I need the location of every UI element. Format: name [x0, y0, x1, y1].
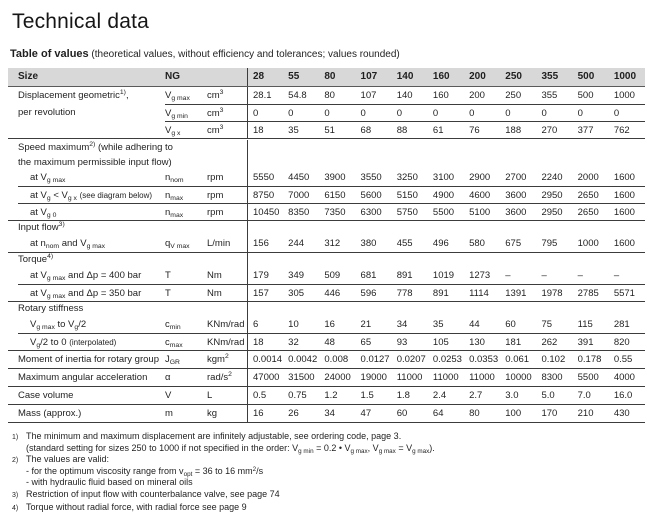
column-header-1000: 1000 [613, 71, 637, 82]
value-cell: 1391 [500, 284, 536, 302]
value-cell: 76 [464, 121, 500, 139]
value-cell: 4450 [288, 172, 310, 183]
section-row [8, 138, 645, 169]
row-unit: rpm [207, 172, 224, 183]
value-cell: 6150 [319, 186, 355, 204]
table-row [8, 350, 645, 368]
value-cell: 60 [396, 408, 408, 419]
value-cell: 1019 [432, 270, 455, 281]
value-cell: 8750 [247, 186, 283, 204]
value-cell: 26 [288, 408, 299, 419]
value-cell: 0 [356, 104, 392, 122]
value-cell: 0.0353 [469, 354, 499, 365]
value-cell: 11000 [396, 372, 423, 383]
footnote-text [26, 431, 650, 454]
value-cell: 8350 [283, 203, 319, 221]
row-unit: rad/$s^2$ [207, 371, 232, 383]
value-cell: 305 [283, 284, 319, 302]
value-cell: 35 [283, 121, 319, 139]
value-cell: 5500 [428, 203, 464, 221]
row-symbol: $J_{GR}$ [165, 354, 180, 366]
value-cell: 0.178 [577, 354, 602, 365]
footnote-line: Torque without radial force, with radial force see page 9 [26, 501, 247, 512]
value-cell: – [541, 270, 547, 281]
row-symbol: $V_{g min}$ [165, 104, 207, 122]
row-label: at $V_{g max}$ and Δp = 400 bar [30, 270, 142, 282]
footnote-line: - with hydraulic fluid based on mineral oils [26, 477, 193, 488]
row-symbol: $n_{max}$ [165, 203, 207, 221]
row-unit: Nm [207, 284, 247, 302]
footnote-line: (standard setting for sizes 250 to 1000 if not specified in the order: $V_{g min} = 0.2$ • $V_{g max}$, $V_{g max} = V_{g max}$). [26, 442, 435, 455]
table-row [8, 121, 645, 138]
value-cell: 11000 [469, 372, 495, 383]
table-row [8, 386, 645, 404]
value-cell: 6 [247, 316, 283, 333]
footnote-line: - for the optimum viscosity range from $v_{opt} = 36$ to 16 $mm^2/s$ [26, 465, 264, 478]
value-cell: 1600 [613, 172, 635, 183]
value-cell: 47000 [247, 369, 283, 386]
value-cell: 312 [324, 238, 341, 249]
column-header-size: Size [18, 71, 39, 82]
value-cell: 270 [536, 121, 572, 139]
table-caption [10, 48, 650, 60]
value-cell: 430 [613, 408, 630, 419]
row-symbol: $n_{max}$ [165, 186, 207, 204]
value-cell: 891 [396, 270, 413, 281]
value-cell: 44 [469, 319, 480, 330]
value-cell: 0 [573, 104, 609, 122]
footnote-line: Restriction of input flow with counterbalance valve, see page 74 [26, 488, 280, 499]
value-cell: 93 [392, 333, 428, 351]
row-symbol: α [165, 372, 171, 383]
table-row [8, 169, 645, 186]
row-unit: $cm^3$ [207, 104, 247, 122]
footnote-text [26, 454, 650, 489]
table-caption-note: (theoretical values, without efficiency and tolerances; values rounded) [88, 49, 400, 60]
value-cell: 681 [360, 270, 377, 281]
row-symbol: $c_{min}$ [165, 319, 181, 331]
value-cell: 0.0014 [247, 351, 283, 368]
value-cell: 762 [609, 121, 645, 139]
values-table [8, 68, 645, 423]
section-row [8, 301, 645, 316]
table-row [8, 186, 645, 203]
value-cell: 0 [319, 104, 355, 122]
value-cell: 5600 [356, 186, 392, 204]
row-label: at $V_{g max}$ [30, 172, 66, 184]
row-label [8, 121, 165, 139]
value-cell: 0 [609, 104, 645, 122]
row-label: Maximum angular acceleration [18, 372, 148, 383]
value-cell: 1114 [464, 284, 500, 302]
row-symbol: $V_{g max}$ [165, 90, 190, 102]
value-cell: 107 [360, 90, 377, 101]
value-cell: 88 [392, 121, 428, 139]
section-label: Torque$^{4)}$ [18, 253, 54, 265]
value-cell: 157 [247, 284, 283, 302]
value-cell: 10450 [247, 203, 283, 221]
value-cell: 61 [428, 121, 464, 139]
footnote-text [26, 489, 650, 502]
column-header-55: 55 [288, 71, 300, 82]
section-values-area [247, 221, 645, 235]
value-cell: – [505, 270, 511, 281]
value-cell: 16 [247, 405, 283, 422]
row-label: $V_{g max}$ to $V_g/2$ [30, 319, 87, 331]
column-header-140: 140 [396, 71, 414, 82]
footnote-marker: 4) [12, 504, 19, 512]
footnote [12, 489, 650, 502]
table-row [8, 104, 645, 121]
value-cell: 0 [428, 104, 464, 122]
row-symbol: T [165, 284, 207, 302]
value-cell: 7.0 [577, 390, 591, 401]
value-cell: 0 [536, 104, 572, 122]
value-cell: 4000 [613, 372, 635, 383]
value-cell: 32 [283, 333, 319, 351]
value-cell: 3600 [500, 203, 536, 221]
value-cell: 0.75 [288, 390, 307, 401]
section-label: Speed maximum$^{2)}$ (while adhering to the maximum permissible input flow) [18, 141, 173, 168]
value-cell: 100 [505, 408, 522, 419]
value-cell: 2650 [573, 203, 609, 221]
row-label: at $V_{g max}$ and Δp = 350 bar [18, 284, 165, 302]
footnote [12, 502, 650, 515]
value-cell: 446 [319, 284, 355, 302]
column-header-28: 28 [247, 68, 283, 86]
row-unit: KNm/rad [207, 319, 245, 330]
footnotes [12, 431, 650, 514]
value-cell: 0 [283, 104, 319, 122]
value-cell: – [577, 270, 583, 281]
table-row [8, 203, 645, 220]
footnote [12, 454, 650, 489]
value-cell: 778 [392, 284, 428, 302]
value-cell: 391 [573, 333, 609, 351]
footnote-text [26, 502, 650, 515]
value-cell: 244 [288, 238, 305, 249]
value-cell: 7000 [283, 186, 319, 204]
value-cell: 4900 [428, 186, 464, 204]
value-cell: 1600 [613, 238, 635, 249]
value-cell: 0.061 [505, 354, 530, 365]
value-cell: 2.4 [432, 390, 447, 401]
value-cell: 496 [432, 238, 449, 249]
value-cell: 262 [536, 333, 572, 351]
value-cell: 2240 [541, 172, 563, 183]
footnote [12, 431, 650, 454]
value-cell: 3550 [360, 172, 382, 183]
value-cell: 115 [577, 319, 593, 330]
value-cell: 0.5 [247, 387, 283, 404]
value-cell: 10 [288, 319, 299, 330]
value-cell: 31500 [288, 372, 315, 383]
row-unit: $cm^3$ [207, 121, 247, 139]
row-unit: kg [207, 408, 218, 419]
value-cell: 65 [356, 333, 392, 351]
value-cell: 349 [288, 270, 305, 281]
table-row [8, 333, 645, 350]
row-unit: L [207, 390, 213, 401]
value-cell: 64 [432, 408, 444, 419]
value-cell: 0.008 [324, 354, 349, 365]
value-cell: 500 [577, 90, 594, 101]
row-unit: rpm [207, 203, 247, 221]
value-cell: 34 [396, 319, 408, 330]
value-cell: 2700 [505, 172, 527, 183]
value-cell: 5.0 [541, 390, 555, 401]
row-unit: Nm [207, 270, 222, 281]
row-symbol: m [165, 408, 173, 419]
value-cell: 105 [428, 333, 464, 351]
value-cell: 2785 [573, 284, 609, 302]
value-cell: 596 [356, 284, 392, 302]
column-header-500: 500 [577, 71, 595, 82]
value-cell: 1273 [469, 270, 491, 281]
value-cell: 28.1 [247, 87, 283, 104]
value-cell: 19000 [360, 372, 387, 383]
value-cell: 3100 [432, 172, 455, 183]
table-row [8, 404, 645, 422]
table-caption-bold: Table of values [10, 48, 89, 60]
value-cell: 455 [396, 238, 413, 249]
value-cell: 5150 [392, 186, 428, 204]
value-cell: 3250 [396, 172, 418, 183]
value-cell: 250 [505, 90, 522, 101]
table-row [8, 316, 645, 333]
value-cell: 51 [319, 121, 355, 139]
column-header-200: 200 [469, 71, 486, 82]
value-cell: 5500 [577, 372, 599, 383]
row-symbol: $V_{g x}$ [165, 121, 207, 139]
value-cell: 48 [319, 333, 355, 351]
table-row [8, 87, 645, 104]
footnote-line: The minimum and maximum displacement are infinitely adjustable, see ordering code, page 3. [26, 431, 402, 441]
column-header-107: 107 [360, 71, 378, 82]
value-cell: 179 [247, 267, 283, 284]
value-cell: 380 [360, 238, 377, 249]
value-cell: 2.7 [469, 390, 483, 401]
value-cell: 0.102 [541, 354, 566, 365]
page-title: Technical data [12, 10, 150, 33]
value-cell: 170 [541, 408, 558, 419]
value-cell: 0 [392, 104, 428, 122]
value-cell: 5571 [609, 284, 645, 302]
value-cell: 6300 [356, 203, 392, 221]
section-values-area [247, 302, 645, 316]
value-cell: 140 [396, 90, 413, 101]
value-cell: 54.8 [288, 90, 307, 101]
value-cell: 1000 [613, 90, 635, 101]
value-cell: 0.0207 [396, 354, 426, 365]
value-cell: 820 [609, 333, 645, 351]
value-cell: 18 [247, 333, 283, 351]
table-header-row [8, 68, 645, 87]
value-cell: 1600 [609, 186, 645, 204]
value-cell: 35 [432, 319, 444, 330]
row-label: at $n_{nom}$ and $V_{g max}$ [30, 238, 106, 250]
value-cell: 210 [577, 408, 594, 419]
value-cell: 1978 [536, 284, 572, 302]
table-row [8, 284, 645, 301]
value-cell: 188 [500, 121, 536, 139]
value-cell: 34 [324, 408, 335, 419]
value-cell: 891 [428, 284, 464, 302]
value-cell: 0.0253 [432, 354, 462, 365]
row-unit: kgm$^2$ [207, 353, 229, 365]
value-cell: 156 [247, 235, 283, 252]
row-label: Moment of inertia for rotary group [18, 354, 159, 365]
value-cell: 1.2 [324, 390, 338, 401]
footnote-marker: 3) [12, 491, 19, 499]
row-unit: $cm^3$ [207, 89, 224, 101]
footnote-marker: 2) [12, 457, 19, 465]
value-cell: 80 [324, 90, 335, 101]
column-header-ng: NG [165, 71, 180, 82]
row-symbol: V [165, 390, 172, 401]
value-cell: 80 [469, 408, 480, 419]
value-cell: 1.5 [360, 390, 374, 401]
value-cell: 47 [360, 408, 372, 419]
value-cell: 0.0127 [360, 354, 390, 365]
section-row [8, 220, 645, 235]
value-cell: 355 [541, 90, 558, 101]
value-cell: 5550 [247, 169, 283, 186]
value-cell: 1600 [609, 203, 645, 221]
row-unit: rpm [207, 186, 247, 204]
column-header-250: 250 [505, 71, 522, 82]
row-unit: L/min [207, 238, 231, 249]
value-cell: 7350 [319, 203, 355, 221]
value-cell: 75 [541, 319, 553, 330]
row-unit: KNm/rad [207, 333, 247, 351]
value-cell: 3900 [324, 172, 346, 183]
column-header-80: 80 [324, 71, 336, 82]
value-cell: 281 [613, 319, 630, 330]
section-values-area [247, 140, 645, 170]
value-cell: 2950 [536, 203, 572, 221]
value-cell: 18 [247, 121, 283, 139]
section-label: Input flow$^{3)}$ [18, 221, 65, 233]
value-cell: 60 [505, 319, 516, 330]
value-cell: 2000 [577, 172, 599, 183]
row-label: $V_g/2$ to 0 (interpolated) [18, 333, 165, 351]
row-label: Displacement geometric$^{1)}$, [18, 89, 129, 101]
section-row [8, 252, 645, 267]
value-cell: 4600 [464, 186, 500, 204]
value-cell: 68 [356, 121, 392, 139]
value-cell: 5100 [464, 203, 500, 221]
value-cell: 3600 [500, 186, 536, 204]
value-cell: 377 [573, 121, 609, 139]
value-cell: 5750 [392, 203, 428, 221]
value-cell: 11000 [432, 372, 459, 383]
table-row [8, 235, 645, 252]
value-cell: 16 [324, 319, 335, 330]
value-cell: 10000 [505, 372, 532, 383]
value-cell: 24000 [324, 372, 351, 383]
value-cell: 1.8 [396, 390, 410, 401]
value-cell: 795 [541, 238, 558, 249]
footnote-line: The values are valid: [26, 454, 110, 465]
row-label: at $V_g < V_{g x}$ (see diagram below) [18, 186, 165, 204]
column-header-160: 160 [432, 71, 450, 82]
section-values-area [247, 253, 645, 267]
value-cell: 0 [464, 104, 500, 122]
row-label: Case volume [18, 390, 74, 401]
value-cell: 0.0042 [288, 354, 318, 365]
value-cell: 2900 [469, 172, 491, 183]
value-cell: 8300 [541, 372, 563, 383]
value-cell: 675 [505, 238, 522, 249]
value-cell: 1000 [577, 238, 599, 249]
value-cell: – [613, 270, 620, 281]
row-symbol: $q_{V max}$ [165, 238, 190, 250]
value-cell: 200 [469, 90, 485, 101]
value-cell: 130 [464, 333, 500, 351]
table-row [8, 368, 645, 386]
value-cell: 580 [469, 238, 485, 249]
value-cell: 0 [500, 104, 536, 122]
column-header-355: 355 [541, 71, 559, 82]
row-label: at $V_{g 0}$ [18, 203, 165, 221]
section-label: Rotary stiffness [18, 303, 84, 314]
value-cell: 16.0 [613, 390, 633, 401]
row-label: Mass (approx.) [18, 408, 82, 419]
value-cell: 0 [247, 104, 283, 122]
value-cell: 0.55 [613, 354, 633, 365]
row-symbol: $n_{nom}$ [165, 172, 184, 184]
table-row [8, 267, 645, 284]
value-cell: 509 [324, 270, 341, 281]
row-symbol: $c_{max}$ [165, 333, 207, 351]
row-symbol: T [165, 270, 171, 281]
footnote-marker: 1) [12, 434, 19, 441]
value-cell: 21 [360, 319, 372, 330]
value-cell: 160 [432, 90, 449, 101]
row-label: per revolution [18, 107, 76, 118]
value-cell: 2650 [573, 186, 609, 204]
value-cell: 181 [500, 333, 536, 351]
value-cell: 3.0 [505, 390, 519, 401]
value-cell: 2950 [536, 186, 572, 204]
